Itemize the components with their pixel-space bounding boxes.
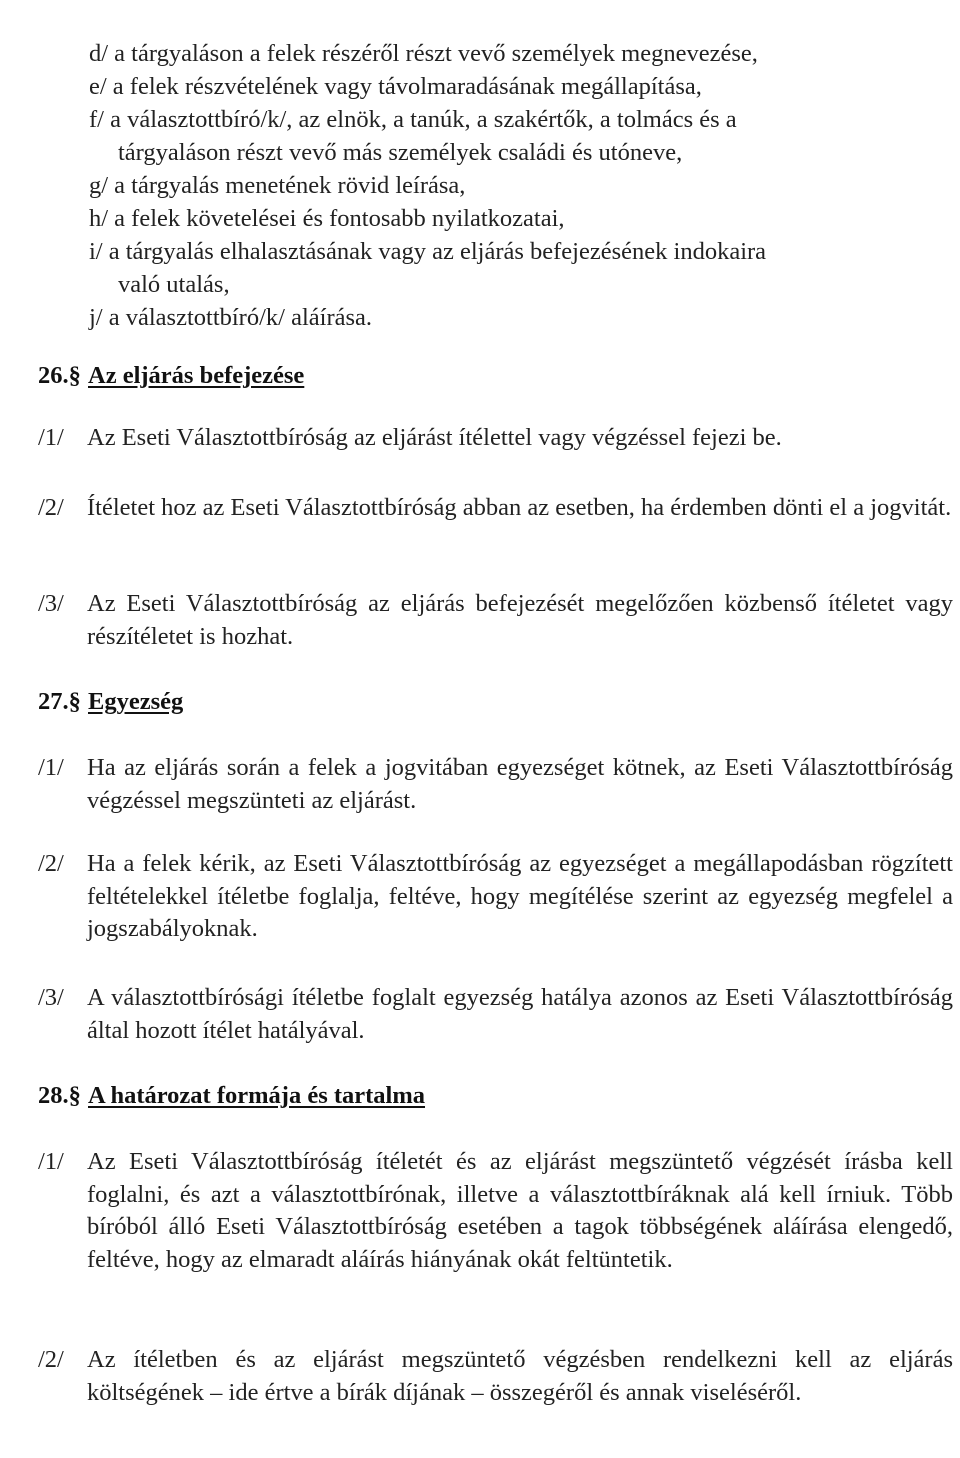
paragraph-label: /1/ (38, 424, 64, 451)
section-title: Az eljárás befejezése (88, 362, 305, 389)
list-item-j: j/ a választottbíró/k/ aláírása. (89, 304, 373, 331)
section-title: A határozat formája és tartalma (88, 1082, 426, 1109)
list-item-f-continued: tárgyaláson részt vevő más személyek családi és utóneve, (118, 139, 683, 166)
section-heading-26 (38, 360, 304, 392)
paragraph-text: Az ítéletben és az eljárást megszüntető végzésben rendelkezni kell az eljárás költségének – ide értve a bírák díjának – összegéről és annak viseléséről. (87, 1346, 953, 1406)
paragraph-label: /3/ (38, 984, 64, 1011)
section-number: 27.§ (38, 688, 81, 715)
list-item-i: i/ a tárgyalás elhalasztásának vagy az eljárás befejezésének indokaira (89, 238, 767, 265)
paragraph-text: Az Eseti Választottbíróság az eljárást ítélettel vagy végzéssel fejezi be. (87, 424, 782, 451)
list-item-e: e/ a felek részvételének vagy távolmaradásának megállapítása, (89, 73, 702, 100)
list-item-h: h/ a felek követelései és fontosabb nyilatkozatai, (89, 205, 565, 232)
list-item-g: g/ a tárgyalás menetének rövid leírása, (89, 172, 466, 199)
section-heading-28 (38, 1080, 425, 1112)
paragraph-label: /1/ (38, 1148, 64, 1175)
section-number: 26.§ (38, 362, 81, 389)
section-number: 28.§ (38, 1082, 81, 1109)
section-title: Egyezség (88, 688, 184, 715)
paragraph-text: Az Eseti Választottbíróság az eljárás befejezését megelőzően közbenső ítéletet vagy részítéletet is hozhat. (87, 590, 953, 650)
list-item-f: f/ a választottbíró/k/, az elnök, a tanúk, a szakértők, a tolmács és a (89, 106, 737, 133)
paragraph-label: /3/ (38, 590, 64, 617)
paragraph-label: /2/ (38, 850, 64, 877)
paragraph-text: A választottbírósági ítéletbe foglalt egyezség hatálya azonos az Eseti Választottbíróság által hozott ítélet hatályával. (87, 984, 953, 1044)
section-heading-27 (38, 686, 183, 718)
paragraph-label: /2/ (38, 494, 64, 521)
paragraph-text: Ha az eljárás során a felek a jogvitában egyezséget kötnek, az Eseti Választottbíróság végzéssel megszünteti az eljárást. (87, 754, 953, 814)
list-item-i-continued: való utalás, (118, 271, 230, 298)
paragraph-text: Ítéletet hoz az Eseti Választottbíróság abban az esetben, ha érdemben dönti el a jogvitát. (87, 494, 952, 521)
paragraph-text: Az Eseti Választottbíróság ítéletét és az eljárást megszüntető végzését írásba kell foglalni, és azt a választottbírónak, illetve a választottbíráknak alá kell írniuk. Több bíróból álló Eseti Választottbíróság esetében a tagok többségének aláírása elengedő, feltéve, hogy az elmaradt aláírás hiányának okát feltüntetik. (87, 1148, 953, 1273)
list-item-d: d/ a tárgyaláson a felek részéről részt vevő személyek megnevezése, (89, 40, 758, 67)
paragraph-text: Ha a felek kérik, az Eseti Választottbíróság az egyezséget a megállapodásban rögzített feltételekkel ítéletbe foglalja, feltéve, hogy megítélése szerint az egyezség megfelel a jogszabályoknak. (87, 850, 953, 942)
paragraph-label: /2/ (38, 1346, 64, 1373)
paragraph-label: /1/ (38, 754, 64, 781)
